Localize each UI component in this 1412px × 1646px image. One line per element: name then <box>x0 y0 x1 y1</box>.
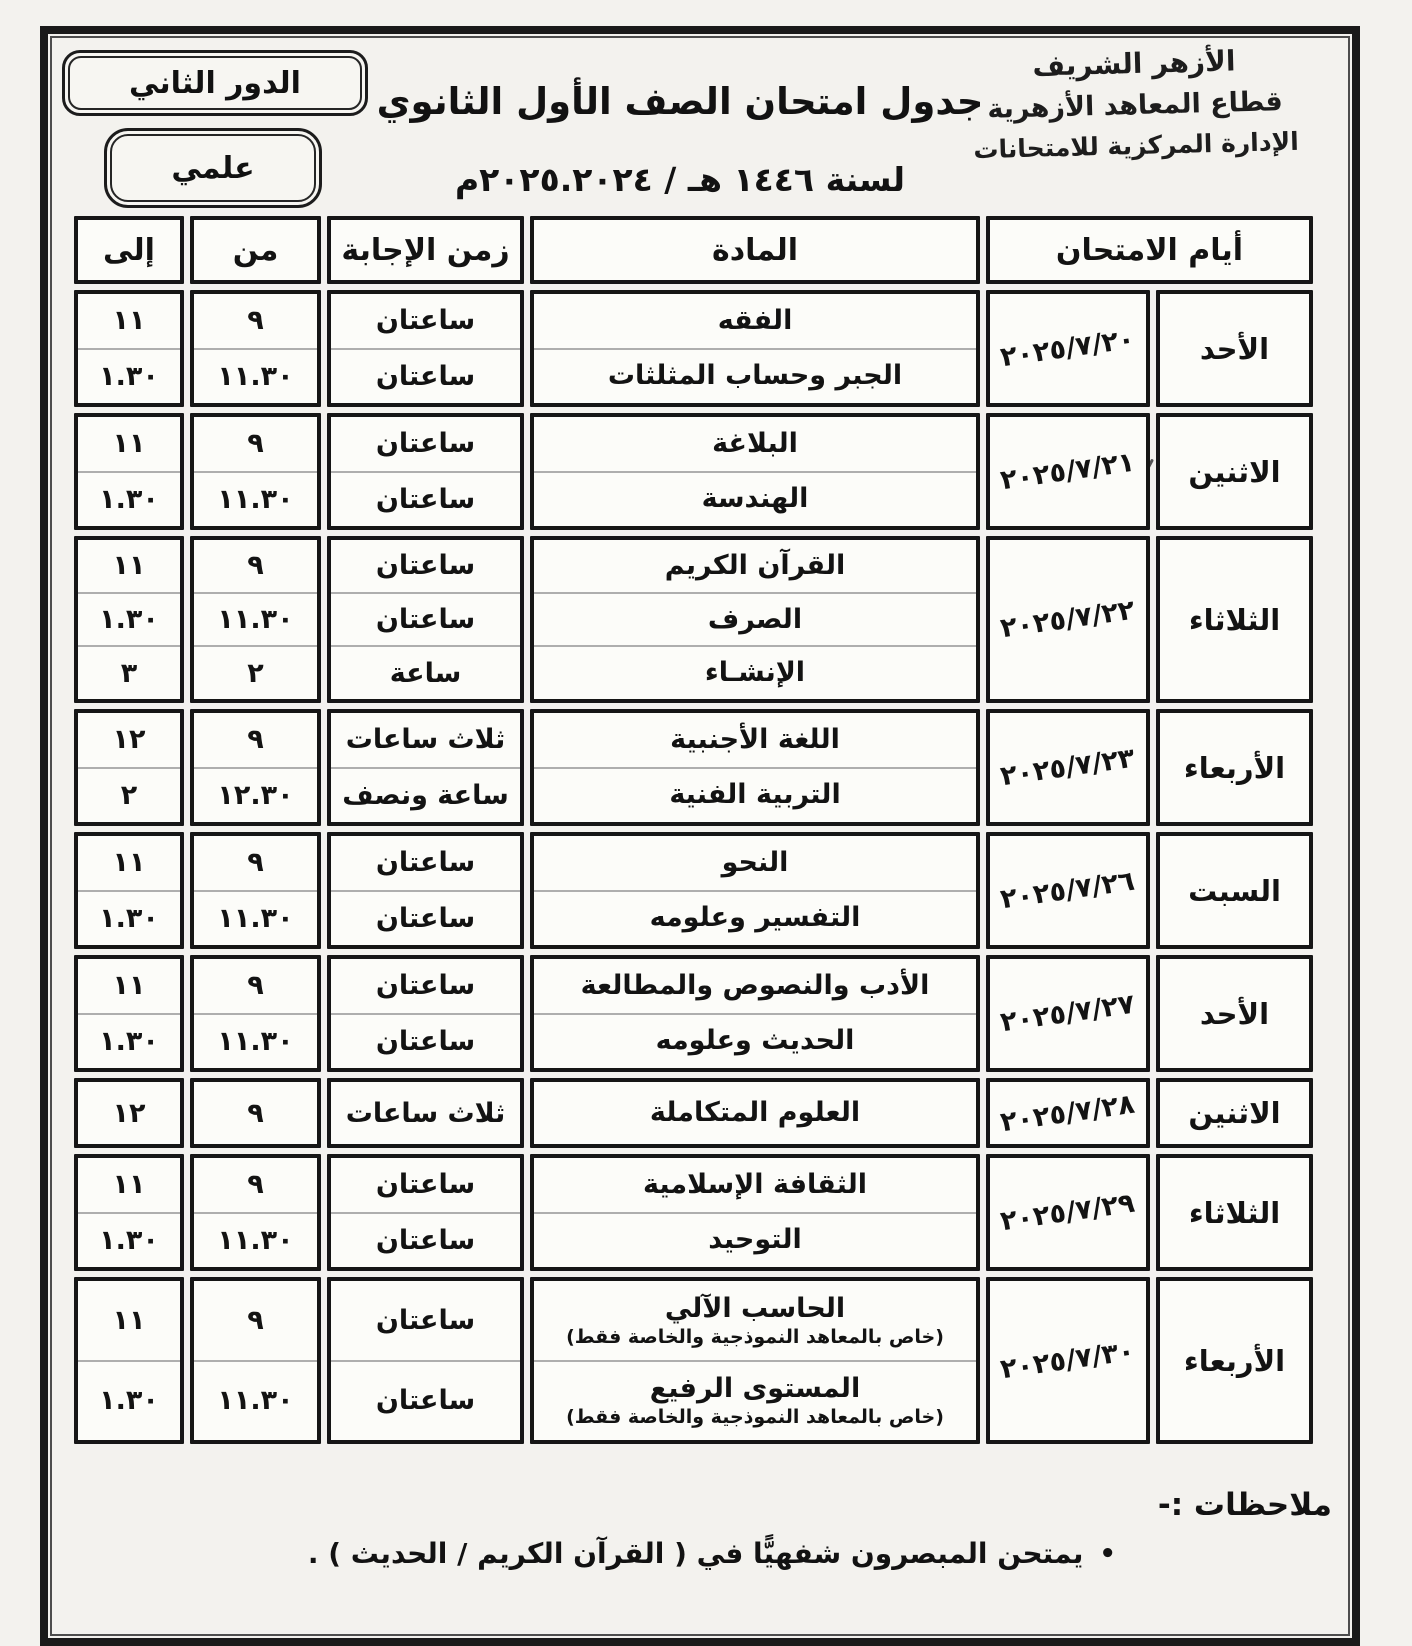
note-item <box>308 1537 1116 1570</box>
end-times-cell <box>74 955 184 1072</box>
duration-entry <box>331 1082 520 1144</box>
exam-day-row <box>74 955 1313 1072</box>
end-time-entry <box>78 1360 180 1441</box>
day-name-cell <box>1156 1277 1313 1444</box>
start-times-cell <box>190 1277 321 1444</box>
start-time-value: ٢ <box>247 657 264 689</box>
subjects-cell <box>530 536 980 703</box>
end-time-entry <box>78 294 180 348</box>
subject-entry <box>534 713 976 767</box>
subject-entry <box>534 1360 976 1441</box>
start-time-value: ٩ <box>247 970 264 1002</box>
end-time-value: ١.٣٠ <box>99 360 159 392</box>
end-time-entry <box>78 767 180 823</box>
duration-entry <box>331 713 520 767</box>
subject-name: الإنشـاء <box>704 657 806 689</box>
exam-date-cell <box>986 413 1150 530</box>
duration-entry <box>331 1281 520 1360</box>
note-text: يمتحن المبصرون شفهيًّا في ( القرآن الكريم / الحديث ) . <box>307 1537 1084 1570</box>
day-name-label: الاثنين <box>1188 454 1281 489</box>
end-time-entry <box>78 540 180 592</box>
exam-day-row <box>74 290 1313 407</box>
start-time-entry <box>194 713 317 767</box>
subject-name: التفسير وعلومه <box>649 902 861 934</box>
start-time-value: ٩ <box>247 1097 264 1129</box>
exam-date-label: ٢٠٢٥/٧/٢٣ <box>998 742 1138 793</box>
start-time-value: ٩ <box>247 550 264 582</box>
duration-entry <box>331 767 520 823</box>
subject-entry <box>534 294 976 348</box>
start-time-entry <box>194 645 317 699</box>
start-time-entry <box>194 1013 317 1069</box>
end-time-entry <box>78 713 180 767</box>
subjects-cell <box>530 1154 980 1271</box>
start-times-cell <box>190 832 321 949</box>
end-time-value: ١١ <box>112 305 146 337</box>
durations-cell <box>327 1078 524 1148</box>
start-time-value: ٩ <box>247 305 264 337</box>
durations-cell <box>327 290 524 407</box>
header-from: من <box>190 216 321 284</box>
end-time-value: ١٢ <box>112 1097 146 1129</box>
subject-name: العلوم المتكاملة <box>649 1097 861 1129</box>
subject-name: القرآن الكريم <box>664 549 846 581</box>
subject-name: التربية الفنية <box>669 779 841 811</box>
subject-name: الجبر وحساب المثلثات <box>607 360 903 392</box>
subject-entry <box>534 959 976 1013</box>
subject-entry <box>534 540 976 592</box>
exam-date-label: ٢٠٢٥/٧/٣٠ <box>998 1335 1138 1386</box>
duration-entry <box>331 890 520 946</box>
duration-value: ساعتان <box>375 483 476 515</box>
org-name-line: الأزهر الشريف <box>1032 44 1236 83</box>
day-name-label: السبت <box>1188 873 1281 908</box>
day-name-label: الثلاثاء <box>1188 1195 1281 1230</box>
durations-cell <box>327 1277 524 1444</box>
end-times-cell <box>74 709 184 826</box>
start-time-entry <box>194 471 317 527</box>
end-times-cell <box>74 1078 184 1148</box>
subjects-cell <box>530 1277 980 1444</box>
start-times-cell <box>190 290 321 407</box>
duration-entry <box>331 417 520 471</box>
subject-entry <box>534 1281 976 1360</box>
subject-entry <box>534 836 976 890</box>
subject-entry <box>534 471 976 527</box>
subjects-cell <box>530 832 980 949</box>
start-time-value: ٩ <box>247 428 264 460</box>
exam-day-row <box>74 536 1313 703</box>
duration-entry <box>331 592 520 646</box>
end-time-value: ١.٣٠ <box>99 1025 159 1057</box>
exam-date-label: ٢٠٢٥/٧/٢٦ <box>998 865 1138 916</box>
subject-entry <box>534 645 976 699</box>
track-label: علمي <box>110 134 316 202</box>
header-exam-days: أيام الامتحان <box>986 216 1313 284</box>
duration-value: ساعتان <box>375 970 476 1002</box>
duration-value: ثلاث ساعات <box>345 1097 506 1129</box>
org-calligraphy-block <box>953 37 1316 170</box>
day-name-cell <box>1156 536 1313 703</box>
duration-entry <box>331 348 520 404</box>
start-time-value: ١١.٣٠ <box>217 1224 294 1256</box>
end-times-cell <box>74 536 184 703</box>
end-time-entry <box>78 592 180 646</box>
end-time-value: ١.٣٠ <box>99 604 159 635</box>
day-name-label: الأحد <box>1199 331 1270 366</box>
end-time-entry <box>78 836 180 890</box>
exam-date-cell <box>986 290 1150 407</box>
exam-day-row <box>74 1154 1313 1271</box>
end-time-entry <box>78 959 180 1013</box>
start-time-entry <box>194 1212 317 1268</box>
exam-date-cell <box>986 1277 1150 1444</box>
duration-value: ساعة <box>389 657 462 689</box>
start-times-cell <box>190 1154 321 1271</box>
start-times-cell <box>190 413 321 530</box>
subject-name: الصرف <box>707 603 803 635</box>
start-time-value: ٩ <box>247 847 264 879</box>
day-name-label: الثلاثاء <box>1188 602 1281 637</box>
exam-date-cell <box>986 536 1150 703</box>
end-time-entry <box>78 1281 180 1360</box>
subjects-cell <box>530 413 980 530</box>
end-time-value: ١.٣٠ <box>99 483 159 515</box>
end-time-entry <box>78 1212 180 1268</box>
start-time-value: ٩ <box>247 1169 264 1201</box>
exam-date-cell <box>986 832 1150 949</box>
duration-value: ساعتان <box>375 1385 476 1417</box>
subject-name: الفقه <box>717 304 793 336</box>
subject-note: (خاص بالمعاهد النموذجية والخاصة فقط) <box>566 1325 944 1348</box>
duration-value: ساعتان <box>375 305 476 337</box>
day-name-label: الاثنين <box>1188 1096 1281 1130</box>
durations-cell <box>327 709 524 826</box>
duration-entry <box>331 1013 520 1069</box>
exam-day-row <box>74 832 1313 949</box>
subjects-cell <box>530 955 980 1072</box>
end-time-value: ١.٣٠ <box>99 902 159 934</box>
end-time-value: ١١ <box>112 1304 146 1336</box>
subject-entry <box>534 890 976 946</box>
start-time-entry <box>194 1082 317 1144</box>
header-to: إلى <box>74 216 184 284</box>
subject-name: التوحيد <box>708 1224 802 1256</box>
end-time-entry <box>78 348 180 404</box>
subject-name: الأدب والنصوص والمطالعة <box>580 969 930 1001</box>
day-name-label: الأربعاء <box>1183 1343 1286 1378</box>
exam-date-cell <box>986 1154 1150 1271</box>
end-time-value: ١١ <box>112 970 146 1002</box>
start-times-cell <box>190 536 321 703</box>
end-time-entry <box>78 1082 180 1144</box>
duration-entry <box>331 540 520 592</box>
start-time-value: ١١.٣٠ <box>217 604 294 635</box>
duration-value: ساعة ونصف <box>342 779 509 811</box>
start-time-value: ٩ <box>247 724 264 756</box>
start-time-entry <box>194 890 317 946</box>
exam-timetable <box>74 216 1313 1444</box>
exam-day-row <box>74 709 1313 826</box>
start-time-entry <box>194 1360 317 1441</box>
subject-name: اللغة الأجنبية <box>670 723 840 755</box>
durations-cell <box>327 536 524 703</box>
subject-name: الحديث وعلومه <box>655 1025 855 1057</box>
subject-entry <box>534 592 976 646</box>
exam-date-label: ٢٠٢٥/٧/٢٨ <box>998 1088 1138 1138</box>
day-name-cell <box>1156 955 1313 1072</box>
duration-entry <box>331 645 520 699</box>
end-times-cell <box>74 1277 184 1444</box>
header-duration: زمن الإجابة <box>327 216 524 284</box>
exam-day-row <box>74 413 1313 530</box>
end-time-value: ١١ <box>112 550 146 582</box>
end-time-entry <box>78 890 180 946</box>
subject-name: الهندسة <box>701 483 809 515</box>
start-time-value: ١١.٣٠ <box>217 483 294 515</box>
end-time-entry <box>78 417 180 471</box>
end-time-entry <box>78 1013 180 1069</box>
end-time-entry <box>78 1158 180 1212</box>
end-time-value: ١١ <box>112 847 146 879</box>
start-time-entry <box>194 836 317 890</box>
duration-value: ساعتان <box>375 1025 476 1057</box>
start-time-entry <box>194 540 317 592</box>
end-time-value: ٢ <box>120 779 138 811</box>
day-name-cell <box>1156 1154 1313 1271</box>
end-time-entry <box>78 645 180 699</box>
subjects-cell <box>530 1078 980 1148</box>
subject-entry <box>534 767 976 823</box>
subjects-cell <box>530 290 980 407</box>
durations-cell <box>327 1154 524 1271</box>
exam-day-row <box>74 1078 1313 1148</box>
exam-date-cell <box>986 955 1150 1072</box>
start-time-entry <box>194 767 317 823</box>
end-time-value: ١٢ <box>112 724 146 756</box>
bullet-icon: • <box>1099 1538 1116 1569</box>
exam-date-cell <box>986 709 1150 826</box>
day-name-cell <box>1156 832 1313 949</box>
duration-entry <box>331 959 520 1013</box>
end-time-entry <box>78 471 180 527</box>
duration-entry <box>331 294 520 348</box>
subject-entry <box>534 348 976 404</box>
end-times-cell <box>74 413 184 530</box>
end-time-value: ١.٣٠ <box>99 1224 159 1256</box>
end-time-value: ١.٣٠ <box>99 1385 159 1417</box>
exam-date-label: ٢٠٢٥/٧/٢١ <box>998 446 1138 497</box>
subject-entry <box>534 417 976 471</box>
subject-entry <box>534 1212 976 1268</box>
start-time-entry <box>194 1158 317 1212</box>
duration-entry <box>331 471 520 527</box>
start-time-value: ١١.٣٠ <box>217 1025 294 1057</box>
start-times-cell <box>190 955 321 1072</box>
exam-date-label: ٢٠٢٥/٧/٢٠ <box>998 323 1138 374</box>
subject-entry <box>534 1158 976 1212</box>
exam-round-label: الدور الثاني <box>68 56 362 110</box>
subject-name: الحاسب الآلي <box>664 1292 846 1324</box>
start-time-entry <box>194 417 317 471</box>
round-label-box <box>62 50 368 116</box>
exam-day-row <box>74 1277 1313 1444</box>
subject-name: الثقافة الإسلامية <box>643 1168 867 1200</box>
end-time-value: ١١ <box>112 1169 146 1201</box>
duration-value: ثلاث ساعات <box>345 724 506 756</box>
start-time-entry <box>194 294 317 348</box>
subject-name: المستوى الرفيع <box>649 1373 861 1405</box>
durations-cell <box>327 832 524 949</box>
end-times-cell <box>74 832 184 949</box>
subject-entry <box>534 1082 976 1144</box>
duration-entry <box>331 1158 520 1212</box>
subject-entry <box>534 1013 976 1069</box>
exam-date-cell <box>986 1078 1150 1148</box>
duration-value: ساعتان <box>375 550 476 582</box>
exam-date-label: ٢٠٢٥/٧/٢٧ <box>998 988 1138 1039</box>
durations-cell <box>327 413 524 530</box>
day-name-cell <box>1156 1078 1313 1148</box>
day-name-label: الأحد <box>1199 996 1270 1031</box>
day-name-cell <box>1156 709 1313 826</box>
duration-value: ساعتان <box>375 1224 476 1256</box>
duration-value: ساعتان <box>375 604 476 635</box>
start-times-cell <box>190 1078 321 1148</box>
track-label-box <box>104 128 322 208</box>
day-name-cell <box>1156 413 1313 530</box>
subject-name: النحو <box>721 846 789 878</box>
start-times-cell <box>190 709 321 826</box>
end-time-value: ١١ <box>112 428 146 460</box>
start-time-value: ١١.٣٠ <box>217 902 294 934</box>
start-time-entry <box>194 1281 317 1360</box>
start-time-entry <box>194 348 317 404</box>
start-time-value: ١٢.٣٠ <box>217 779 294 811</box>
academic-year-line: لسنة ١٤٤٦ هـ / ٢٠٢٥.٢٠٢٤م <box>454 160 906 199</box>
exam-date-label: ٢٠٢٥/٧/٢٩ <box>998 1187 1138 1238</box>
start-time-value: ١١.٣٠ <box>217 1385 294 1417</box>
org-administration-line: الإدارة المركزية للامتحانات <box>973 126 1300 165</box>
table-header-row <box>74 216 1313 284</box>
page-title: جدول امتحان الصف الأول الثانوي <box>376 80 984 123</box>
end-time-value: ٣ <box>120 657 138 689</box>
start-time-value: ٩ <box>247 1304 264 1336</box>
duration-entry <box>331 1212 520 1268</box>
end-times-cell <box>74 1154 184 1271</box>
duration-value: ساعتان <box>375 360 476 392</box>
durations-cell <box>327 955 524 1072</box>
day-name-cell <box>1156 290 1313 407</box>
exam-date-label: ٢٠٢٥/٧/٢٢ <box>998 594 1138 645</box>
org-sector-line: قطاع المعاهد الأزهرية <box>986 86 1284 126</box>
start-time-entry <box>194 592 317 646</box>
notes-title: ملاحظات :- <box>1157 1487 1332 1523</box>
subjects-cell <box>530 709 980 826</box>
duration-value: ساعتان <box>375 902 476 934</box>
duration-value: ساعتان <box>375 847 476 879</box>
subject-name: البلاغة <box>712 427 798 459</box>
duration-entry <box>331 836 520 890</box>
duration-value: ساعتان <box>375 1169 476 1201</box>
duration-value: ساعتان <box>375 1304 476 1336</box>
start-time-entry <box>194 959 317 1013</box>
duration-entry <box>331 1360 520 1441</box>
subject-note: (خاص بالمعاهد النموذجية والخاصة فقط) <box>566 1406 944 1429</box>
header-subject: المادة <box>530 216 980 284</box>
day-name-label: الأربعاء <box>1183 750 1286 785</box>
end-times-cell <box>74 290 184 407</box>
duration-value: ساعتان <box>375 428 476 460</box>
start-time-value: ١١.٣٠ <box>217 360 294 392</box>
